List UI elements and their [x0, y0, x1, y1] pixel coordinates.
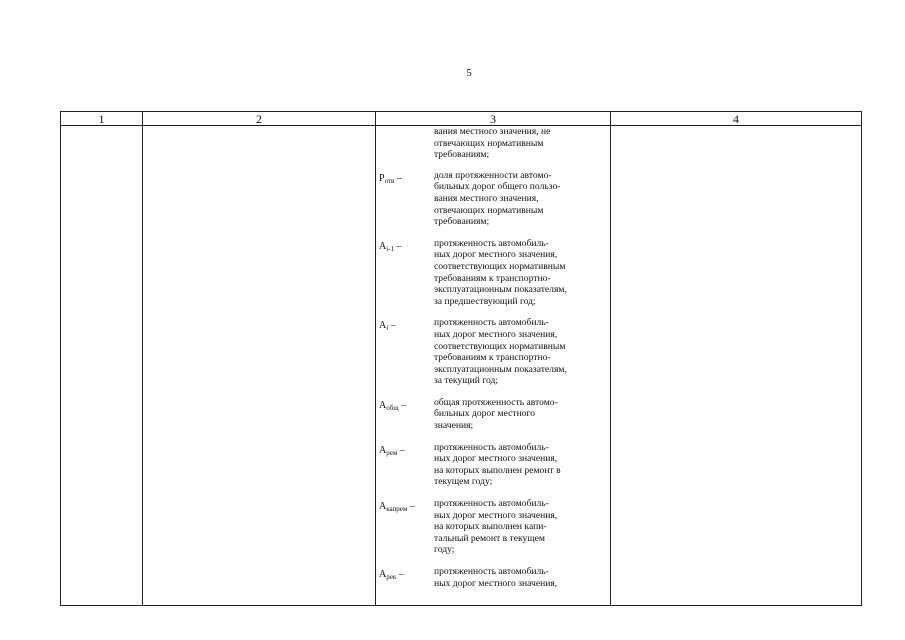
definition-entry-a-i-1	[379, 238, 613, 308]
symbol-letter: A	[379, 444, 387, 456]
definition-entry-a-rem	[379, 442, 613, 488]
definition-entry-a-kaprem	[379, 498, 613, 556]
description-line: протяженность автомобиль-	[434, 441, 549, 453]
column-divider-1	[142, 112, 143, 605]
definition-symbol	[379, 566, 434, 589]
description-line: на которых выполнен ремонт в	[434, 464, 561, 476]
description-line: доля протяженности автомо-	[434, 169, 552, 181]
description-line: ных дорог местного значения,	[434, 509, 558, 521]
description-line: протяженность автомобиль-	[434, 317, 549, 329]
description-line: ных дорог местного значения,	[434, 249, 558, 261]
definition-symbol	[379, 317, 434, 387]
intro-symbol-spacer	[379, 126, 434, 161]
description-line: бильных дорог общего пользо-	[434, 181, 561, 193]
description-line: текущем году;	[434, 476, 493, 488]
column-header-2: 2	[256, 112, 262, 126]
definition-description	[434, 498, 613, 556]
definition-description	[434, 442, 613, 488]
column-3-content	[379, 126, 613, 599]
intro-description	[434, 126, 613, 161]
definition-entry-p-otv	[379, 170, 613, 228]
description-line: значения;	[434, 420, 474, 432]
description-line: соответствующих нормативным	[434, 340, 566, 352]
column-header-4: 4	[733, 112, 739, 126]
description-line: отвечающих нормативным	[434, 137, 544, 149]
symbol-subscript: общ	[386, 403, 399, 412]
definition-symbol	[379, 498, 434, 556]
intro-entry	[379, 126, 613, 161]
symbol-letter: P	[379, 172, 385, 184]
symbol-dash: –	[407, 501, 415, 513]
definition-description	[434, 397, 613, 432]
description-line: требованиям к транспортно-	[434, 352, 551, 364]
definition-description	[434, 238, 613, 308]
definition-entry-a-rek	[379, 566, 613, 589]
symbol-letter: A	[379, 320, 387, 332]
description-line: на которых выполнен капи-	[434, 521, 547, 533]
symbol-subscript: рек	[386, 573, 397, 581]
definition-symbol	[379, 442, 434, 488]
symbol-letter: A	[379, 240, 387, 252]
definition-entry-a-i	[379, 317, 613, 387]
symbol-subscript: капрем	[386, 505, 408, 514]
definition-symbol	[379, 238, 434, 308]
description-line: эксплуатационным показателям,	[434, 284, 567, 296]
description-line: тальный ремонт в текущем	[434, 532, 545, 544]
description-line: ных дорог местного значения,	[434, 453, 558, 465]
description-line: за предшествующий год;	[434, 295, 536, 307]
definition-symbol	[379, 170, 434, 228]
symbol-letter: A	[379, 501, 387, 513]
description-line: соответствующих нормативным	[434, 260, 566, 272]
description-line: отвечающих нормативным	[434, 204, 544, 216]
definition-symbol	[379, 397, 434, 432]
description-line: протяженность автомобиль-	[434, 566, 549, 577]
column-header-1: 1	[98, 112, 105, 126]
symbol-dash: –	[388, 320, 396, 332]
description-line: бильных дорог местного	[434, 408, 536, 420]
document-table	[60, 111, 862, 606]
description-line: требованиям;	[434, 149, 490, 161]
symbol-letter: A	[379, 569, 387, 580]
description-line: эксплуатационным показателям,	[434, 363, 567, 375]
column-header-3: 3	[490, 112, 496, 126]
symbol-subscript: отв	[384, 176, 395, 185]
symbol-dash: –	[394, 240, 402, 252]
symbol-letter: A	[379, 399, 387, 411]
description-line: вания местного значения, не	[434, 126, 551, 137]
description-line: за текущий год;	[434, 375, 499, 387]
description-line: ных дорог местного значения,	[434, 577, 558, 589]
description-line: протяженность автомобиль-	[434, 237, 549, 249]
description-line: общая протяженность автомо-	[434, 396, 558, 408]
definition-description	[434, 317, 613, 387]
symbol-dash: –	[396, 569, 404, 580]
symbol-dash: –	[397, 444, 405, 456]
symbol-subscript: рем	[386, 448, 398, 457]
page-number: 5	[466, 67, 472, 79]
description-line: требованиям;	[434, 216, 490, 228]
description-line: протяженность автомобиль-	[434, 498, 549, 510]
description-line: году;	[434, 544, 455, 556]
description-line: ных дорог местного значения,	[434, 328, 558, 340]
definition-description	[434, 170, 613, 228]
definition-entry-a-obsch	[379, 397, 613, 432]
definition-description	[434, 566, 613, 589]
symbol-dash: –	[394, 172, 402, 184]
symbol-subscript: i	[386, 324, 389, 333]
symbol-dash: –	[398, 399, 407, 411]
description-line: требованиям к транспортно-	[434, 272, 551, 284]
description-line: вания местного значения,	[434, 192, 539, 204]
column-divider-2	[375, 112, 376, 605]
symbol-subscript: i-1	[386, 244, 395, 253]
